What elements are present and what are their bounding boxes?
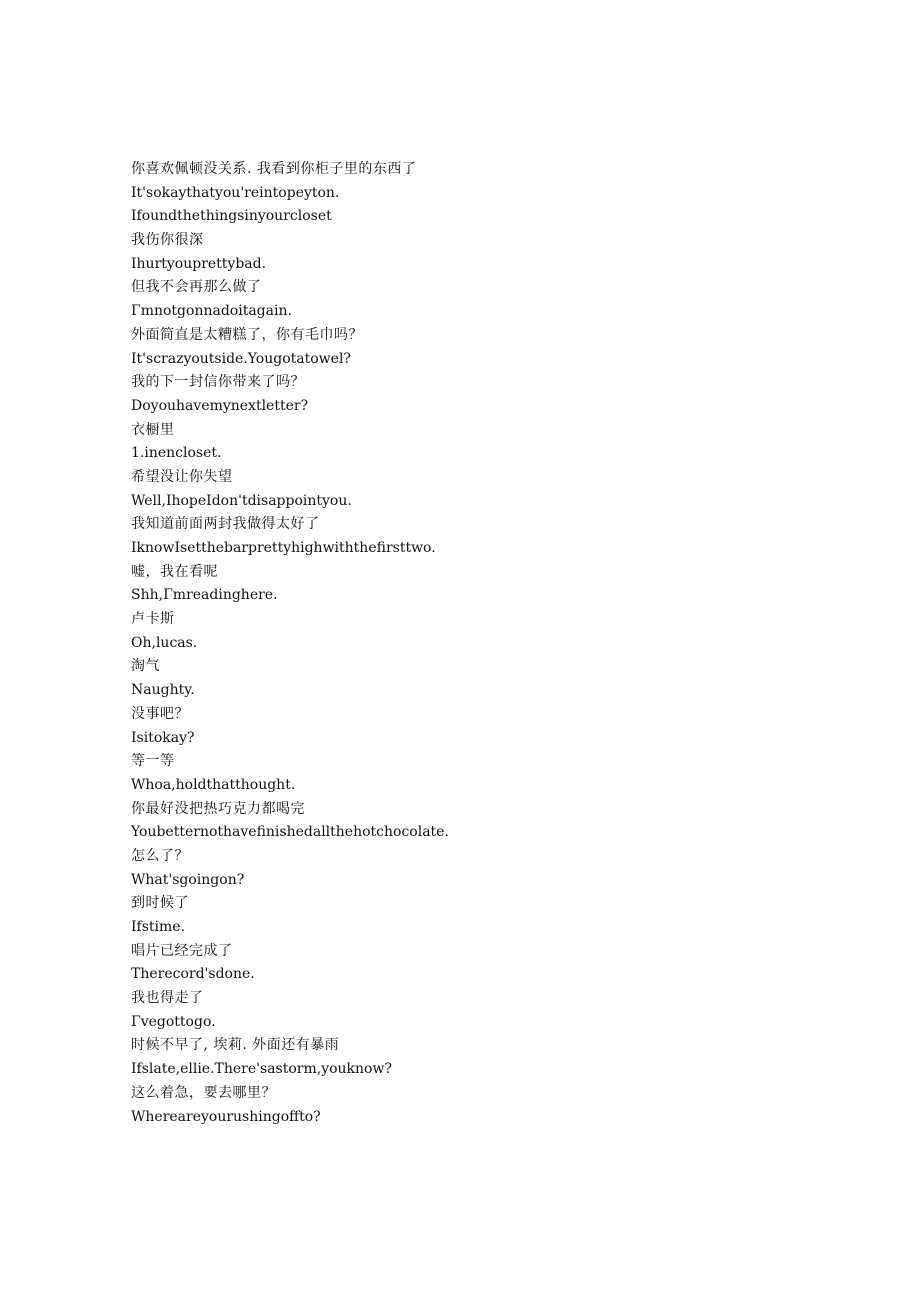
transcript-line-zh: 怎么了？	[131, 847, 189, 864]
transcript-line-zh: 我伤你很深	[131, 232, 204, 249]
transcript-line-zh: 时候不早了, 埃莉. 外面还有暴雨	[131, 1037, 340, 1054]
transcript-line-en: Isitokay?	[131, 729, 195, 746]
transcript-line-zh: 但我不会再那么做了	[131, 279, 262, 296]
transcript-line-en: Therecord'sdone.	[131, 966, 255, 983]
transcript-line-zh: 我知道前面两封我做得太好了	[131, 516, 320, 533]
transcript-line-en: Well,IhopeIdon'tdisappointyou.	[131, 492, 352, 509]
transcript-line-en: IknowIsetthebarprettyhighwiththefirsttwo.	[131, 540, 436, 556]
transcript-line-zh: 没事吧？	[131, 705, 189, 722]
transcript-line-en: Whoa,holdthatthought.	[131, 776, 296, 793]
transcript-line-en: Doyouhavemynextletter?	[131, 397, 309, 414]
transcript-line-zh: 我也得走了	[131, 990, 204, 1007]
transcript-line-zh: 嘘，我在看呢	[131, 563, 218, 580]
transcript-line-zh: 卢卡斯	[131, 611, 175, 628]
transcript-line-en: What'sgoingon?	[131, 871, 245, 888]
transcript-line-en: Ifstime.	[131, 919, 186, 935]
transcript	[131, 158, 831, 1129]
transcript-line-en: Ihurtyouprettybad.	[131, 255, 267, 272]
transcript-line-zh: 淘气	[131, 658, 160, 675]
transcript-line-en: Shh,Γmreadinghere.	[131, 587, 278, 604]
transcript-line-zh: 这么着急，要去哪里？	[131, 1084, 276, 1101]
transcript-line-zh: 唱片已经完成了	[131, 942, 233, 959]
transcript-line-zh: 到时候了	[131, 895, 189, 912]
transcript-line-en: Oh,lucas.	[131, 634, 198, 651]
transcript-line-zh: 等一等	[131, 753, 175, 770]
transcript-line-en: It'sokaythatyou'reintopeyton.	[131, 184, 340, 201]
transcript-line-zh: 你喜欢佩顿没关系. 我看到你柜子里的东西了	[131, 161, 417, 177]
transcript-line-zh: 衣橱里	[131, 421, 175, 438]
transcript-line-en: It'scrazyoutside.Yougotatowel?	[131, 350, 351, 367]
transcript-line-en: Γvegottogo.	[131, 1013, 216, 1030]
transcript-line-zh: 我的下一封信你带来了吗？	[131, 374, 305, 391]
transcript-line-en: Naughty.	[131, 682, 195, 699]
transcript-line-en: Whereareyourushingoffto?	[131, 1108, 321, 1125]
transcript-line-en: 1.inencloset.	[131, 445, 222, 462]
transcript-line-zh: 外面简直是太糟糕了，你有毛巾吗？	[131, 326, 363, 343]
transcript-line-en: Ifoundthethingsinyourcloset	[131, 208, 332, 225]
transcript-line-zh: 希望没让你失望	[131, 468, 233, 485]
transcript-line-en: Ifslate,ellie.There'sastorm,youknow?	[131, 1061, 392, 1078]
transcript-line-zh: 你最好没把热巧克力都喝完	[131, 800, 305, 817]
transcript-line-en: Youbetternothavefinishedallthehotchocolate.	[131, 824, 449, 841]
transcript-line-en: Γmnotgonnadoitagain.	[131, 303, 292, 320]
